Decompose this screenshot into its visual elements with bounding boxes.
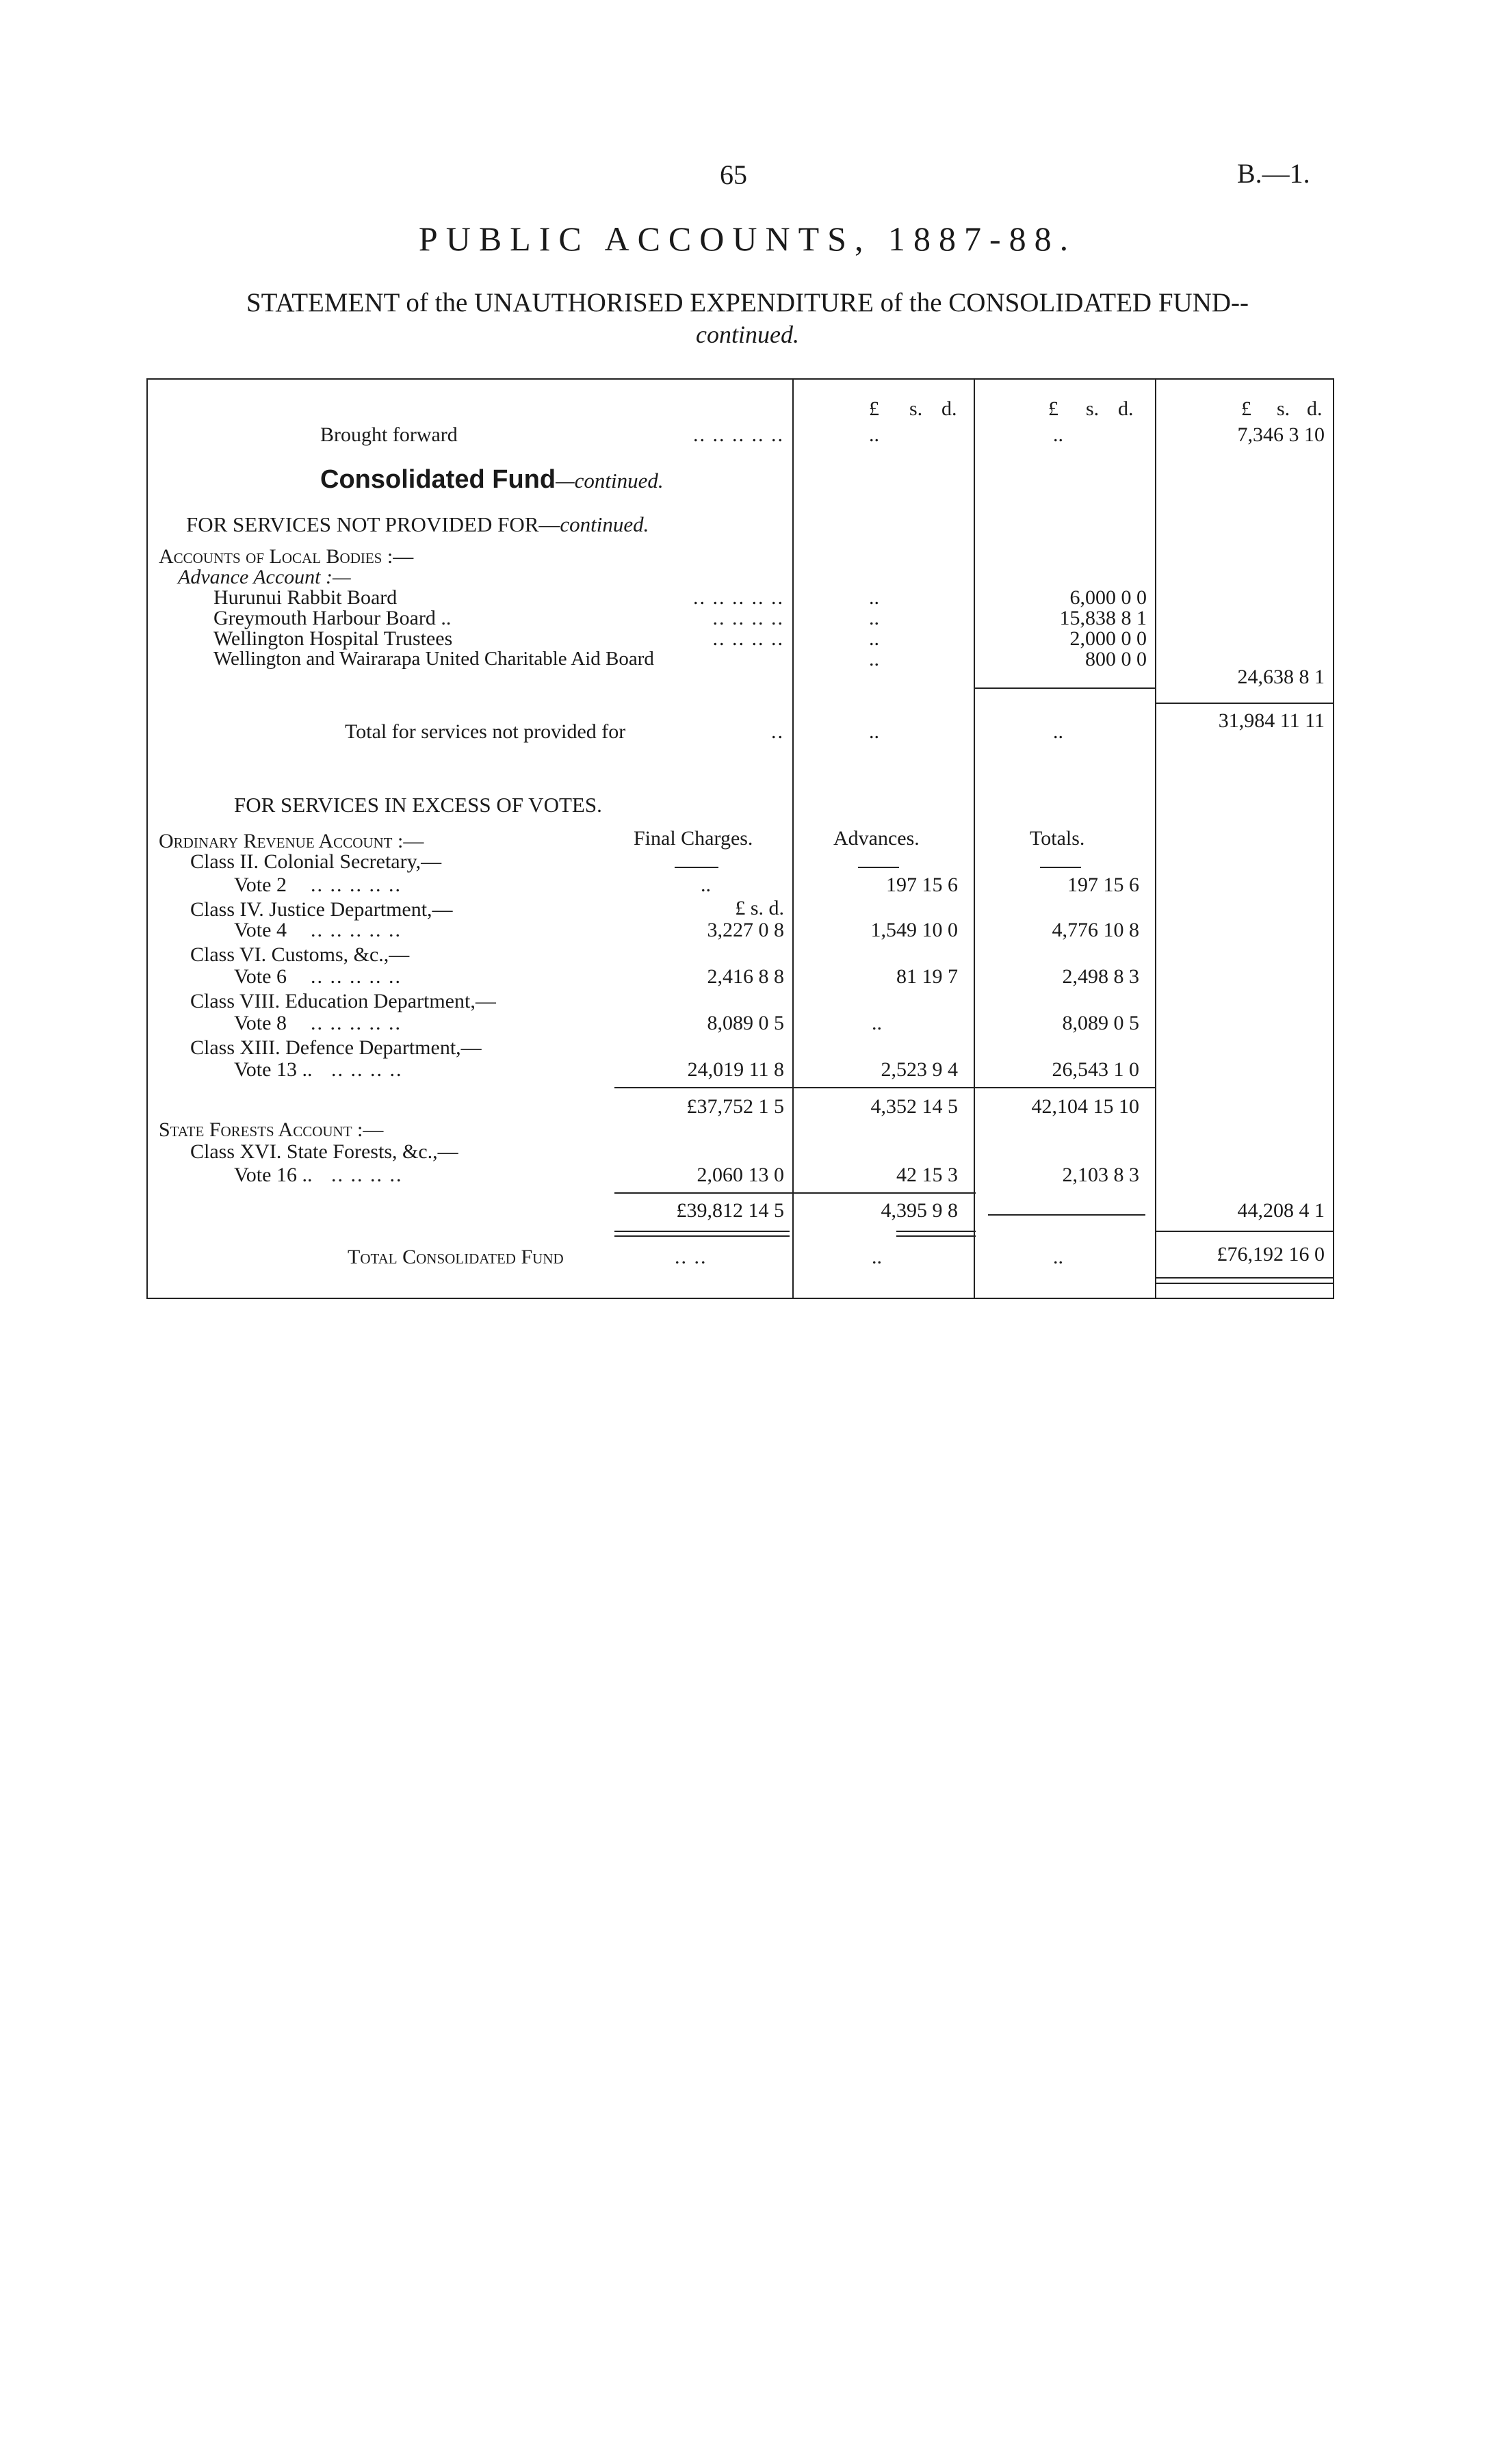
totals-header: Totals. xyxy=(1030,827,1085,850)
excess-votes-total: 44,208 4 1 xyxy=(1237,1199,1325,1222)
vote-advances: .. xyxy=(872,1012,882,1034)
advance-subtotal: 24,638 8 1 xyxy=(1237,666,1325,688)
brought-forward-dots: .. .. .. .. .. xyxy=(693,423,784,446)
not-provided-total-col2: .. xyxy=(869,720,879,743)
vote-dots: .. .. .. .. xyxy=(331,1058,403,1081)
advance-item-name: Wellington Hospital Trustees xyxy=(213,627,453,650)
local-bodies-heading: Accounts of Local Bodies :— xyxy=(159,545,414,568)
col4-header-pound: £ xyxy=(1241,397,1251,420)
brought-forward-total: 7,346 3 10 xyxy=(1237,423,1325,446)
excess-grand-double-rule xyxy=(614,1235,790,1237)
fund-heading-continued: —continued. xyxy=(556,469,664,493)
fund-heading-main: Consolidated Fund xyxy=(320,465,556,494)
vote-class-label: Class IV. Justice Department,— xyxy=(190,898,453,921)
brought-forward-col3: .. xyxy=(1053,423,1063,446)
vote-final-charges: .. xyxy=(701,874,711,896)
advance-subtotal-rule xyxy=(974,687,1156,689)
vote-total: 197 15 6 xyxy=(1067,874,1139,896)
excess-grand-double-rule xyxy=(896,1235,976,1237)
not-provided-total-col3: .. xyxy=(1053,720,1063,743)
advance-item-dots: .. .. .. .. xyxy=(712,627,784,650)
vote-class-label: Class VI. Customs, &c.,— xyxy=(190,943,410,966)
not-provided-total-label: Total for services not provided for xyxy=(345,720,626,743)
ordinary-subtotal-rule xyxy=(614,1087,1156,1088)
total-consolidated-col2: .. xyxy=(872,1246,882,1268)
col3-header-pence: d. xyxy=(1118,397,1134,420)
vote-label: Vote 13 .. xyxy=(234,1058,313,1081)
vote-advances: 2,523 9 4 xyxy=(881,1058,958,1081)
vote-label: Vote 8 xyxy=(234,1012,287,1034)
fund-section-heading xyxy=(320,464,664,495)
total-consolidated-amount: £76,192 16 0 xyxy=(1217,1243,1325,1266)
col3-header-shilling: s. xyxy=(1086,397,1100,420)
vote-class-label: Class VIII. Education Department,— xyxy=(190,990,496,1012)
services-heading-text: FOR SERVICES NOT PROVIDED FOR— xyxy=(186,512,560,536)
services-heading-continued: continued. xyxy=(560,512,649,536)
advance-item-col2: .. xyxy=(869,607,879,629)
final-charges-underline xyxy=(675,867,718,868)
vote-total: 4,776 10 8 xyxy=(1052,919,1139,941)
brought-forward-col2: .. xyxy=(869,423,879,446)
state-forests-total: 2,103 8 3 xyxy=(1062,1164,1139,1186)
advance-item-amount: 800 0 0 xyxy=(1085,648,1147,670)
advance-item-amount: 6,000 0 0 xyxy=(1069,586,1147,609)
ordinary-subtotal-final: £37,752 1 5 xyxy=(686,1095,784,1118)
advance-item-dots: .. .. .. .. .. xyxy=(693,586,784,609)
state-forests-advances: 42 15 3 xyxy=(896,1164,958,1186)
consolidated-total-rule-top xyxy=(1155,1231,1334,1232)
excess-grand-rule-top xyxy=(614,1192,976,1194)
vote-label: Vote 4 xyxy=(234,919,287,941)
page-title: PUBLIC ACCOUNTS, 1887-88. xyxy=(418,220,1077,258)
excess-grand-double-rule xyxy=(896,1231,976,1232)
col4-header-shilling: s. xyxy=(1277,397,1290,420)
not-provided-total-rule xyxy=(1155,703,1334,704)
column-rule-2 xyxy=(792,378,794,1299)
advance-item-col2: .. xyxy=(869,586,879,609)
excess-grand-final: £39,812 14 5 xyxy=(676,1199,784,1222)
statement-title: STATEMENT of the UNAUTHORISED EXPENDITURE of the CONSOLIDATED FUND-- xyxy=(246,288,1249,317)
advance-item-col2: .. xyxy=(869,627,879,650)
vote-dots: .. .. .. .. .. xyxy=(311,874,402,896)
vote-label: Vote 6 xyxy=(234,965,287,988)
state-forests-dots: .. .. .. .. xyxy=(331,1164,403,1186)
advance-item-col2: .. xyxy=(869,648,879,670)
advance-account-heading: Advance Account :— xyxy=(178,566,351,588)
vote-final-charges: 24,019 11 8 xyxy=(687,1058,784,1081)
brought-forward-label: Brought forward xyxy=(320,423,458,446)
totals-close-rule xyxy=(988,1214,1145,1216)
ordinary-subtotal-totals: 42,104 15 10 xyxy=(1031,1095,1139,1118)
advance-item-amount: 15,838 8 1 xyxy=(1059,607,1147,629)
advances-header: Advances. xyxy=(833,827,920,850)
total-consolidated-label: Total Consolidated Fund xyxy=(348,1246,564,1268)
advance-item-name: Greymouth Harbour Board .. xyxy=(213,607,452,629)
vote-advances: 81 19 7 xyxy=(896,965,958,988)
col2-header-pound: £ xyxy=(869,397,879,420)
consolidated-double-rule xyxy=(1155,1283,1334,1284)
statement-title-continued: continued. xyxy=(696,321,799,348)
col2-header-shilling: s. xyxy=(909,397,923,420)
vote-dots: .. .. .. .. .. xyxy=(311,919,402,941)
ordinary-revenue-heading: Ordinary Revenue Account :— xyxy=(159,830,424,852)
col4-header-pence: d. xyxy=(1307,397,1323,420)
vote-dots: .. .. .. .. .. xyxy=(311,1012,402,1034)
total-consolidated-col3: .. xyxy=(1053,1246,1063,1268)
vote-total: 2,498 8 3 xyxy=(1062,965,1139,988)
state-forests-heading: State Forests Account :— xyxy=(159,1118,384,1141)
vote-total: 26,543 1 0 xyxy=(1052,1058,1139,1081)
vote-advances: 197 15 6 xyxy=(886,874,958,896)
services-not-provided-heading xyxy=(186,512,649,537)
advances-underline xyxy=(858,867,899,868)
advance-item-amount: 2,000 0 0 xyxy=(1069,627,1147,650)
vote-dots: .. .. .. .. .. xyxy=(311,965,402,988)
vote-class-label: Class XIII. Defence Department,— xyxy=(190,1036,482,1059)
column-rule-4 xyxy=(1155,378,1156,1299)
total-consolidated-dots: .. .. xyxy=(675,1246,707,1268)
state-forests-final: 2,060 13 0 xyxy=(697,1164,784,1186)
table-bottom-rule xyxy=(146,1298,1334,1299)
advance-item-dots: .. .. .. .. xyxy=(712,607,784,629)
consolidated-double-rule xyxy=(1155,1277,1334,1279)
excess-grand-advances: 4,395 9 8 xyxy=(881,1199,958,1222)
advance-item-name: Wellington and Wairarapa United Charitable Aid Board xyxy=(213,648,654,670)
vote-total: 8,089 0 5 xyxy=(1062,1012,1139,1034)
vote-final-charges: 2,416 8 8 xyxy=(707,965,784,988)
page-number: 65 xyxy=(720,159,747,190)
totals-underline xyxy=(1040,867,1081,868)
not-provided-total-dots: .. xyxy=(771,720,784,743)
vote-class-label: Class II. Colonial Secretary,— xyxy=(190,850,442,873)
expenditure-table xyxy=(146,378,1334,1299)
column-rule-3 xyxy=(974,378,975,1299)
table-left-rule xyxy=(146,378,148,1299)
state-forests-class: Class XVI. State Forests, &c.,— xyxy=(190,1140,458,1163)
final-charges-lsd-header: £ s. d. xyxy=(735,897,784,919)
excess-votes-heading: FOR SERVICES IN EXCESS OF VOTES. xyxy=(234,793,602,817)
vote-label: Vote 2 xyxy=(234,874,287,896)
vote-advances: 1,549 10 0 xyxy=(870,919,958,941)
table-right-rule xyxy=(1333,378,1334,1299)
excess-grand-double-rule xyxy=(614,1231,790,1232)
state-forests-vote: Vote 16 .. xyxy=(234,1164,313,1186)
paper-reference: B.—1. xyxy=(1237,158,1310,189)
not-provided-total-amount: 31,984 11 11 xyxy=(1218,709,1325,732)
final-charges-header: Final Charges. xyxy=(634,827,753,850)
ordinary-subtotal-advances: 4,352 14 5 xyxy=(870,1095,958,1118)
vote-final-charges: 8,089 0 5 xyxy=(707,1012,784,1034)
col2-header-pence: d. xyxy=(941,397,957,420)
advance-item-name: Hurunui Rabbit Board xyxy=(213,586,398,609)
col3-header-pound: £ xyxy=(1048,397,1058,420)
vote-final-charges: 3,227 0 8 xyxy=(707,919,784,941)
